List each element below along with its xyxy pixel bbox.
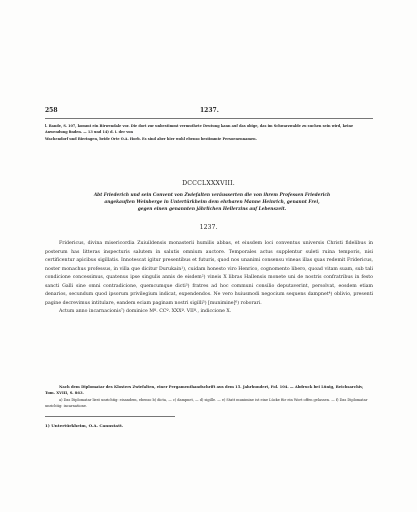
regest-line: Abt Friederich und sein Convent von Zwiefalten veräusserten die von ihrem Professen Friederich [93,193,331,198]
source-note [45,384,373,397]
running-head-year: 1237. [200,107,219,114]
header-rule [45,118,373,119]
top-footnote-line: l. Bande, S. 107, kommt ein Birwendale vor. Die dort zur unbestimmt vermuthete Deutung kann auf das obige, das im Schwarzwalde zu suchen sein wird, keine Anwendung finden. — 13 und 14) d. i. der von [45,124,354,135]
regest-line: angekauften Weinberge in Untertürkheim dem ehrbaren Manne Heinrich, genannt Frei, [104,200,320,206]
footnote-rule [45,416,175,417]
source-line: Nach dem Diplomatar des Klosters Zwiefalten, einer Pergamenthandschrift aus dem 15. Jahrhundert, Fol. 104. — Abdruck bei Lünig, Reichsarchiv, Tom. XVIII, S. 863. [45,385,364,396]
regest-line: gegen einen genannten jährlichen Hellerzins auf Lebenszeit. [137,207,287,213]
page-number: 258 [45,107,58,114]
regest [58,192,366,214]
variant-line: a) Das Diplomatar liest unrichtig: eisandem, ebenso b) dicta, — c) dampnet, — d) sigille. — e) Statt munimine ist eine Lücke für ein Wort offen gelassen. — f) Das Diplomatar unrichtig: incarnatione. [45,398,368,408]
document-number: DCCCLXXXVIII. [182,180,235,187]
top-footnote-line: Wachendorf und Bieringen, beide Orte O.A. Horb. Es sind aber hier wohl ebenso bestimmte Persoenennamen. [45,136,257,141]
bottom-footnote: 1) Untertürkheim, O.A. Cannstatt. [45,423,124,428]
charter-paragraph: Actum anno incarnacionis⁷) dominice Mº. CCº. XXXº. VIIº., indiccione X. [59,309,232,315]
variant-notes [45,397,373,409]
charter-text [45,240,373,317]
document-date: 1237. [199,224,218,231]
charter-paragraph: Fridericus, divina misericordia Zuiuildensis monasterii humilis abbas, et eiusdem loci conventus universis Christi fidelibus in posterum has litteras inspecturis salutem in salutis omnium auctore. Temporales actus supplentur suleti ruina temporis, nisi certificentur apicibus sigillatis. Innotescat igitur presentibus et futuris, quod nos unanimi consensu vineas illas quas redemit Fridericus, noster monachus professus, in villa que dicitur Durukain¹), cuidam honesto viro Henrico, cognomento libero, quoad vitam suam, sub tali condicione concessimus, quatenus ipse singulis annis de eisdem²) vineis X libras Hallensis monete uni de nostris confratribus in festo sancti Galli sine omni contradicione, quemcumque dicti³) fratres ad hoc communi consilio deputaverint, persolvat, eosdem etiam denarios, secundum quod ipsorum privilegium indicat, expendendos. Ne vero huiusmodi negocium sequens dampnet⁴) oblivio, presenti pagine decrevimus intitulare, eandem eciam paginam nostri sigilli⁵) [munimine]⁶) roborari. [45,241,373,306]
top-footnote [45,123,373,142]
